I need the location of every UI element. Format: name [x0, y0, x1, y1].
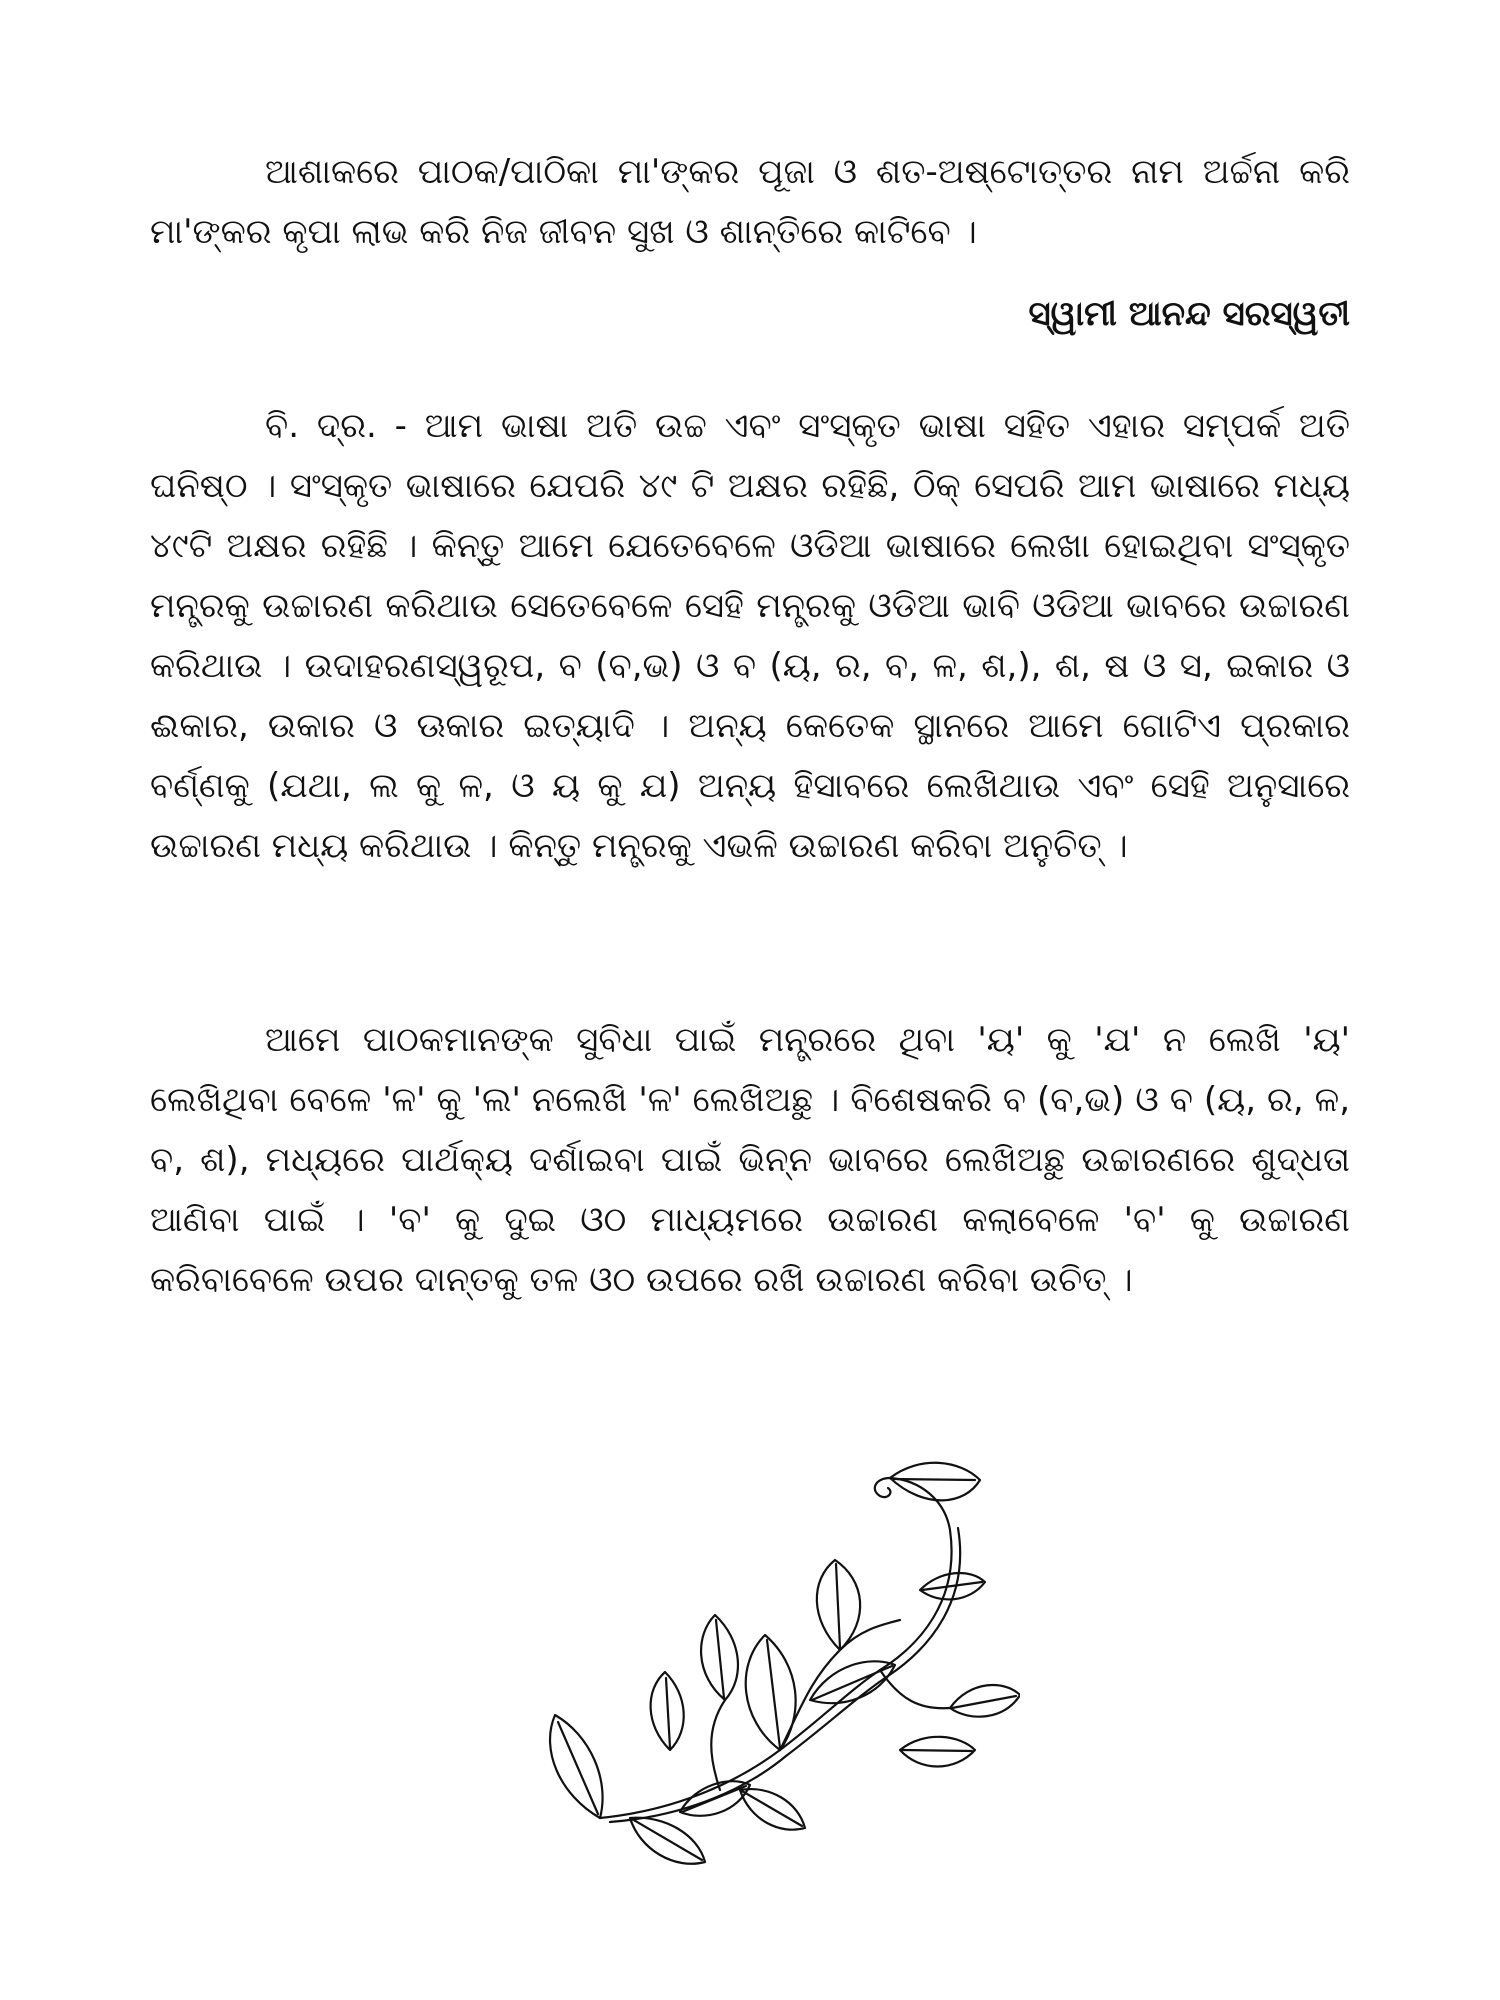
leaf-left-upper — [651, 1672, 684, 1750]
note-paragraph: ବି. ଦ୍ର. - ଆମ ଭାଷା ଅତି ଉଚ୍ଚ ଏବଂ ସଂସ୍କୃତ ଭାଷା ସହିତ ଏହାର ସମ୍ପର୍କ ଅତି ଘନିଷ୍ଠ । ସଂସ୍କୃତ ଭାଷାରେ ଯେପରି ୪୯ ଟି ଅକ୍ଷର ରହିଛି, ଠିକ୍ ସେପରି ଆମ ଭାଷାରେ ମଧ୍ୟ ୪୯ଟି ଅକ୍ଷର ରହିଛି । କିନ୍ତୁ ଆମେ ଯେତେବେଳେ ଓଡିଆ ଭାଷାରେ ଲେଖା ହୋଇଥିବା ସଂସ୍କୃତ ମନ୍ତ୍ରକୁ ଉଚ୍ଚାରଣ କରିଥାଉ ସେତେବେଳେ ସେହି ମନ୍ତ୍ରକୁ ଓଡିଆ ଭାବି ଓଡିଆ ଭାବରେ ଉଚ୍ଚାରଣ କରିଥାଉ । ଉଦାହରଣସ୍ୱରୂପ, ବ (ବ,ଭ) ଓ ବ (ୟ, ର, ବ, ଳ, ଶ,), ଶ, ଷ ଓ ସ, ଇକାର ଓ ଈକାର, ଉକାର ଓ ଊକାର ଇତ୍ୟାଦି । ଅନ୍ୟ କେତେକ ସ୍ଥାନରେ ଆମେ ଗୋଟିଏ ପ୍ରକାର ବର୍ଣ୍ଣକୁ (ଯଥା, ଲ କୁ ଳ, ଓ ୟ କୁ ଯ) ଅନ୍ୟ ହିସାବରେ ଲେଖିଥାଉ ଏବଂ ସେହି ଅନୁସାରେ ଉଚ୍ଚାରଣ ମଧ୍ୟ କରିଥାଉ । କିନ୍ତୁ ମନ୍ତ୍ରକୁ ଏଭଳି ଉଚ୍ଚାରଣ କରିବା ଅନୁଚିତ୍ । — [150, 406, 1350, 866]
author-signature: ସ୍ୱାମୀ ଆନନ୍ଦ ସରସ୍ୱତୀ — [1028, 294, 1350, 334]
intro-paragraph: ଆଶାକରେ ପାଠକ/ପାଠିକା ମା'ଙ୍କର ପୂଜା ଓ ଶତ-ଅଷ୍ଟୋତ୍ତର ନାମ ଅର୍ଚ୍ଚନା କରି ମା'ଙ୍କର କୃପା ଲାଭ କରି ନିଜ ଜୀବନ ସୁଖ ଓ ଶାନ୍ତିରେ କାଟିବେ । — [150, 152, 1350, 252]
leaf-mid-lower-right — [900, 1737, 975, 1767]
leaf-center-left — [701, 1615, 738, 1700]
leaf-left-mid — [550, 1715, 603, 1818]
second-paragraph-block — [150, 1010, 1350, 1310]
leaf-bottom-left — [630, 1818, 705, 1864]
vine-branch-2 — [711, 1700, 725, 1790]
vine-curl — [875, 1478, 891, 1497]
note-paragraph-block — [150, 396, 1350, 876]
leaf-right-lower — [950, 1685, 1020, 1717]
vine-stem — [600, 1478, 952, 1818]
leaf-bottom-mid — [740, 1789, 805, 1830]
second-paragraph: ଆମେ ପାଠକମାନଙ୍କ ସୁବିଧା ପାଇଁ ମନ୍ତ୍ରରେ ଥିବା 'ୟ' କୁ 'ଯ' ନ ଲେଖି 'ୟ' ଲେଖିଥିବା ବେଳେ 'ଳ' କୁ 'ଲ' ନଲେଖି 'ଳ' ଲେଖିଅଛୁ । ବିଶେଷକରି ବ (ବ,ଭ) ଓ ବ (ୟ, ର, ଳ, ବ, ଶ), ମଧ୍ୟରେ ପାର୍ଥକ୍ୟ ଦର୍ଶାଇବା ପାଇଁ ଭିନ୍ନ ଭାବରେ ଲେଖିଅଛୁ ଉଚ୍ଚାରଣରେ ଶୁଦ୍ଧତା ଆଣିବା ପାଇଁ । 'ବ' କୁ ଦୁଇ ଓଠ ମାଧ୍ୟମରେ ଉଚ୍ଚାରଣ କଲାବେଳେ 'ବ' କୁ ଉଚ୍ଚାରଣ କରିବାବେଳେ ଉପର ଦାନ୍ତକୁ ତଳ ଓଠ ଉପରେ ରଖି ଉଚ୍ଚାରଣ କରିବା ଉଚିତ୍ । — [150, 1020, 1350, 1300]
leaf-top-right — [890, 1463, 980, 1501]
intro-paragraph-block — [150, 142, 1350, 262]
vine-branch-3 — [880, 1670, 950, 1708]
leaf-upper-mid — [817, 1560, 860, 1650]
leaf-vine-icon — [480, 1450, 1020, 1890]
